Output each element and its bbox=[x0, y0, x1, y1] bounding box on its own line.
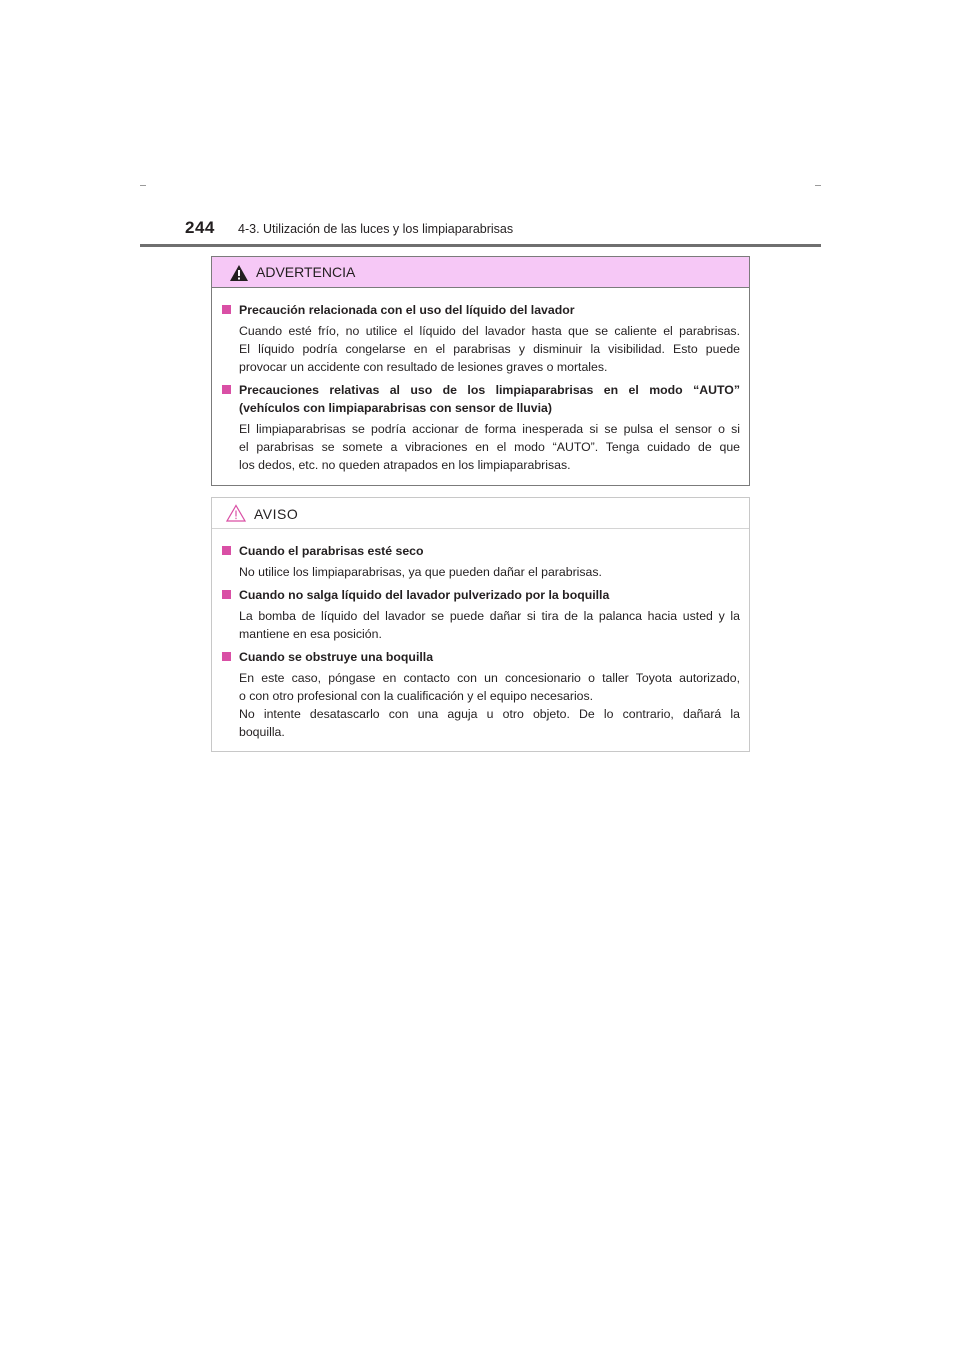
warning-box-header bbox=[212, 257, 749, 288]
text-line: provocar un accidente con resultado de lesiones graves o mortales. bbox=[239, 360, 608, 374]
text-line: No utilice los limpiaparabrisas, ya que pueden dañar el parabrisas. bbox=[239, 565, 602, 579]
text-line: boquilla. bbox=[239, 725, 285, 739]
notice-label: AVISO bbox=[254, 506, 299, 522]
warning-box bbox=[211, 256, 750, 486]
bullet-square-icon bbox=[222, 385, 231, 394]
warning-item-title: Precauciones relativas al uso de los limpiaparabrisas en el modo “AUTO” bbox=[239, 383, 740, 397]
text-line: El limpiaparabrisas se podría accionar de forma inesperada si se pulsa el sensor o si bbox=[239, 422, 740, 436]
crop-mark-right bbox=[815, 185, 821, 186]
warning-item-text bbox=[221, 420, 740, 474]
text-line: el parabrisas se somete a vibraciones en el modo “AUTO”. Tenga cuidado de que bbox=[239, 440, 740, 454]
warning-item-title: Precaución relacionada con el uso del líquido del lavador bbox=[239, 303, 575, 317]
notice-item-text bbox=[221, 607, 740, 643]
warning-item bbox=[221, 381, 740, 474]
notice-item-title: Cuando se obstruye una boquilla bbox=[239, 650, 434, 664]
text-line: mantiene en esa posición. bbox=[239, 627, 382, 641]
text-line: En este caso, póngase en contacto con un concesionario o taller Toyota autorizado, bbox=[239, 671, 740, 685]
warning-label: ADVERTENCIA bbox=[256, 264, 356, 280]
warning-item bbox=[221, 301, 740, 376]
notice-item bbox=[221, 542, 740, 581]
text-line: los dedos, etc. no queden atrapados en los limpiaparabrisas. bbox=[239, 458, 571, 472]
notice-box-header bbox=[212, 498, 749, 529]
header-rule bbox=[140, 244, 821, 247]
warning-item-title: (vehículos con limpiaparabrisas con sensor de lluvia) bbox=[239, 401, 552, 415]
notice-item bbox=[221, 648, 740, 741]
text-line: No intente desatascarlo con una aguja u otro objeto. De lo contrario, dañará la bbox=[239, 707, 740, 721]
notice-item-title: Cuando el parabrisas esté seco bbox=[239, 544, 424, 558]
bullet-square-icon bbox=[222, 652, 231, 661]
text-line: El líquido podría congelarse en el parabrisas y disminuir la visibilidad. Esto puede bbox=[239, 342, 740, 356]
bullet-square-icon bbox=[222, 546, 231, 555]
notice-item-title: Cuando no salga líquido del lavador pulverizado por la boquilla bbox=[239, 588, 610, 602]
notice-item-text bbox=[221, 563, 740, 581]
section-title: 4-3. Utilización de las luces y los limpiaparabrisas bbox=[238, 222, 514, 236]
text-line: o con otro profesional con la cualificación y el equipo necesarios. bbox=[239, 689, 594, 703]
warning-triangle-icon bbox=[229, 264, 249, 282]
bullet-square-icon bbox=[222, 305, 231, 314]
notice-box bbox=[211, 497, 750, 752]
text-line: Cuando esté frío, no utilice el líquido del lavador hasta que se caliente el parabrisas. bbox=[239, 324, 740, 338]
page-header bbox=[185, 218, 821, 240]
text-line: La bomba de líquido del lavador se puede dañar si tira de la palanca hacia usted y la bbox=[239, 609, 740, 623]
warning-item-text bbox=[221, 322, 740, 376]
caution-triangle-icon bbox=[226, 504, 246, 522]
notice-item bbox=[221, 586, 740, 643]
notice-item-text bbox=[221, 669, 740, 741]
page-number: 244 bbox=[185, 218, 215, 237]
bullet-square-icon bbox=[222, 590, 231, 599]
crop-mark-left bbox=[140, 185, 146, 186]
